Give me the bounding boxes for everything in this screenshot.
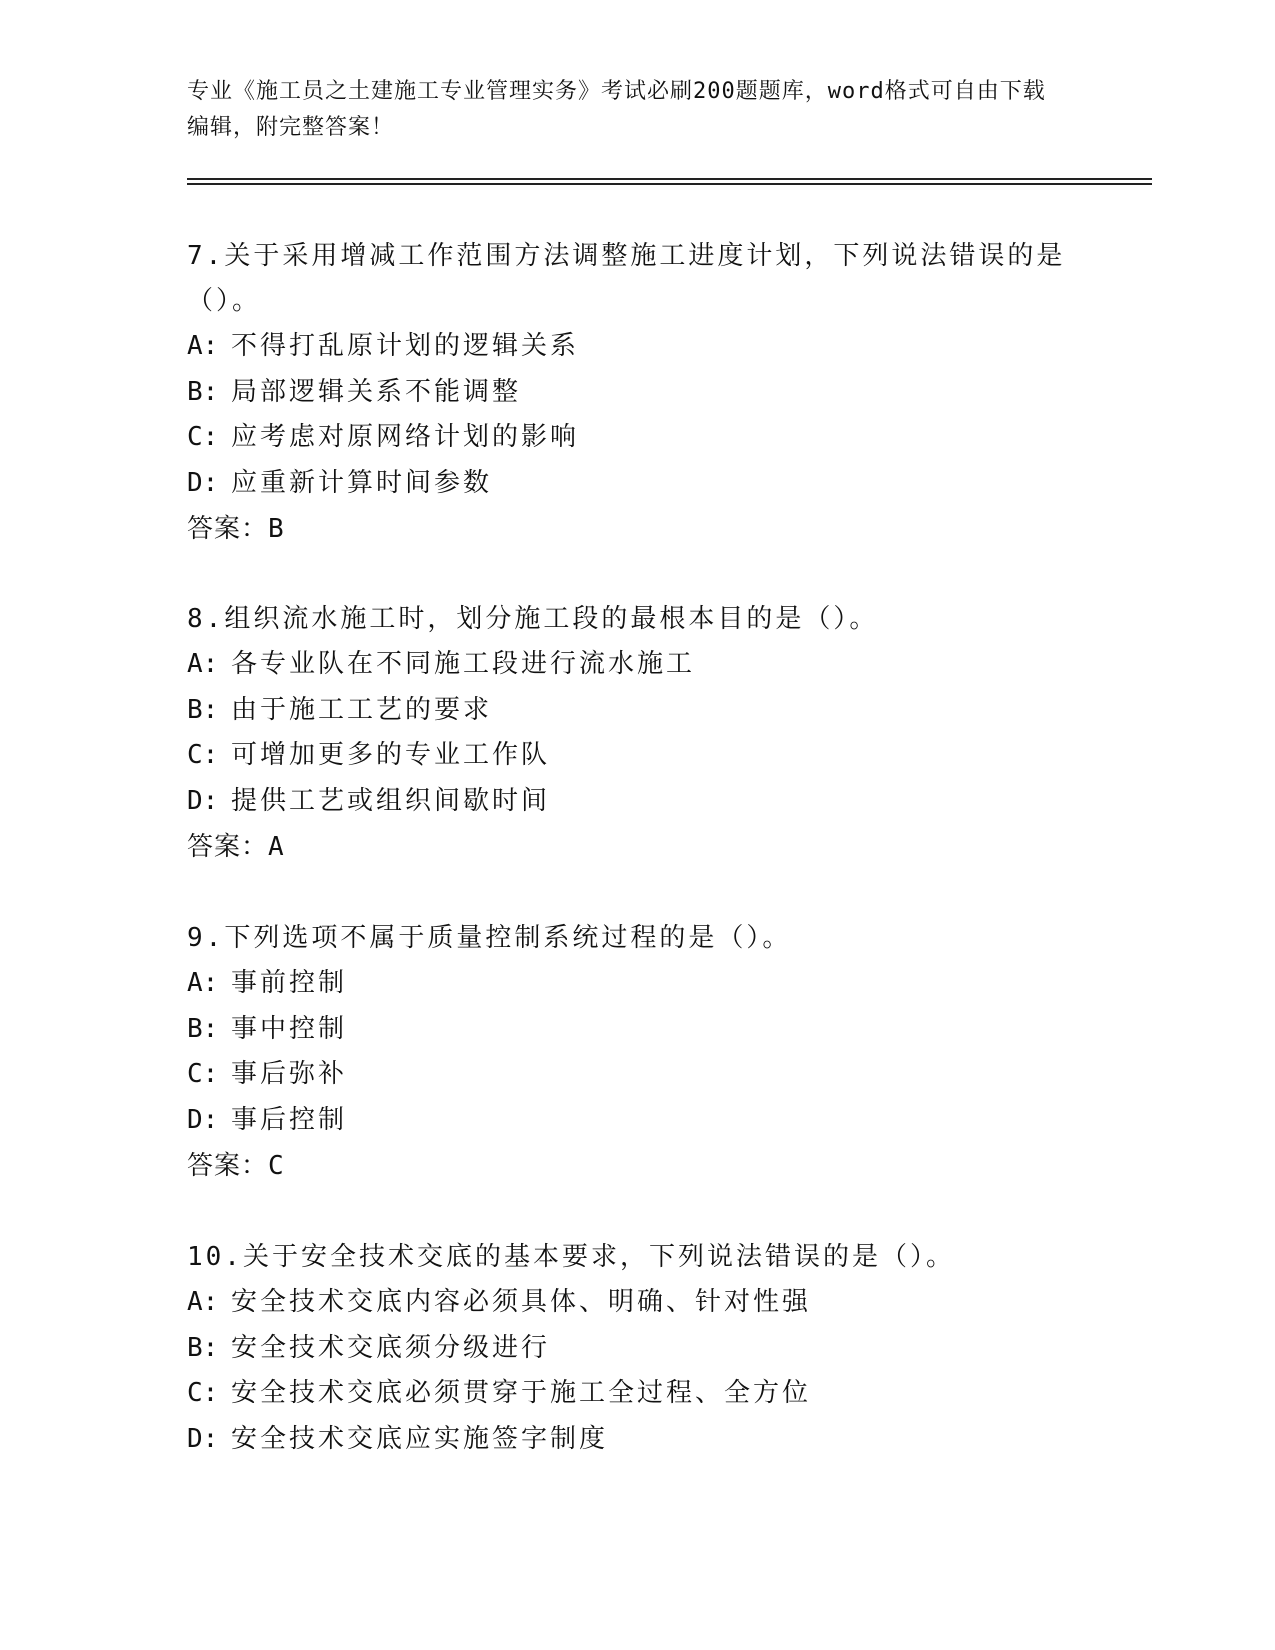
option-letter: D: xyxy=(187,1104,219,1135)
option-letter: B: xyxy=(187,376,219,407)
option-b xyxy=(187,688,1087,734)
option-c xyxy=(187,733,1087,779)
answer-line xyxy=(187,506,1087,552)
answer-value: A xyxy=(268,832,285,862)
question-8 xyxy=(187,597,1087,870)
document-header: 专业《施工员之土建施工专业管理实务》考试必刷200题题库，word格式可自由下载编辑，附完整答案！ xyxy=(187,79,1046,140)
header-rule-bottom xyxy=(187,183,1152,185)
question-number: 8. xyxy=(187,604,225,634)
option-letter: B: xyxy=(187,1013,219,1044)
option-text: 应考虑对原网络计划的影响 xyxy=(231,422,580,452)
option-b xyxy=(187,370,1087,416)
option-letter: C: xyxy=(187,740,219,770)
answer-label: 答案： xyxy=(187,514,269,544)
option-text: 事后弥补 xyxy=(231,1059,348,1089)
question-stem xyxy=(187,234,1087,324)
option-letter: B: xyxy=(187,1332,219,1363)
option-letter: A: xyxy=(187,649,219,679)
question-9 xyxy=(187,916,1087,1189)
option-letter: A: xyxy=(187,331,219,361)
answer-value: C xyxy=(268,1151,285,1181)
option-text: 安全技术交底应实施签字制度 xyxy=(231,1423,609,1454)
question-number: 9. xyxy=(187,923,225,953)
option-text: 事前控制 xyxy=(231,968,348,998)
question-stem xyxy=(187,1235,1087,1280)
answer-label: 答案： xyxy=(187,1151,269,1181)
option-d xyxy=(187,779,1087,825)
answer-line xyxy=(187,1143,1087,1189)
option-letter: D: xyxy=(187,1423,219,1454)
option-b xyxy=(187,1326,1087,1372)
question-number: 7. xyxy=(187,241,225,271)
option-letter: B: xyxy=(187,694,219,725)
option-letter: C: xyxy=(187,422,219,452)
option-text: 可增加更多的专业工作队 xyxy=(231,740,551,770)
question-7 xyxy=(187,234,1087,552)
option-letter: C: xyxy=(187,1378,219,1408)
question-stem xyxy=(187,597,1087,642)
option-text: 安全技术交底内容必须具体、明确、针对性强 xyxy=(231,1287,812,1317)
option-d xyxy=(187,1417,1087,1463)
answer-value: B xyxy=(268,514,285,544)
option-d xyxy=(187,461,1087,507)
question-10 xyxy=(187,1235,1087,1462)
option-text: 不得打乱原计划的逻辑关系 xyxy=(231,331,580,361)
option-letter: C: xyxy=(187,1059,219,1089)
option-c xyxy=(187,415,1087,461)
question-stem xyxy=(187,916,1087,961)
question-text: 关于采用增减工作范围方法调整施工进度计划，下列说法错误的是（）。 xyxy=(187,241,1066,316)
option-text: 事后控制 xyxy=(231,1104,348,1135)
question-text: 组织流水施工时，划分施工段的最根本目的是（）。 xyxy=(224,604,879,634)
option-a xyxy=(187,324,1087,370)
question-text: 下列选项不属于质量控制系统过程的是（）。 xyxy=(224,923,792,953)
option-letter: A: xyxy=(187,968,219,998)
option-b xyxy=(187,1007,1087,1053)
option-letter: D: xyxy=(187,467,219,498)
answer-label: 答案： xyxy=(187,832,269,862)
option-text: 提供工艺或组织间歇时间 xyxy=(231,785,551,816)
option-text: 由于施工工艺的要求 xyxy=(231,694,493,725)
question-text: 关于安全技术交底的基本要求，下列说法错误的是（）。 xyxy=(242,1242,955,1272)
option-letter: A: xyxy=(187,1287,219,1317)
answer-line xyxy=(187,824,1087,870)
option-text: 应重新计算时间参数 xyxy=(231,467,493,498)
option-d xyxy=(187,1098,1087,1144)
header-rule-top xyxy=(187,178,1152,180)
option-c xyxy=(187,1371,1087,1417)
option-letter: D: xyxy=(187,785,219,816)
option-text: 事中控制 xyxy=(231,1013,348,1044)
option-a xyxy=(187,642,1087,688)
option-text: 安全技术交底必须贯穿于施工全过程、全方位 xyxy=(231,1378,812,1408)
option-text: 局部逻辑关系不能调整 xyxy=(231,376,522,407)
option-a xyxy=(187,961,1087,1007)
option-text: 安全技术交底须分级进行 xyxy=(231,1332,551,1363)
option-c xyxy=(187,1052,1087,1098)
question-number: 10. xyxy=(187,1242,243,1272)
option-a xyxy=(187,1280,1087,1326)
option-text: 各专业队在不同施工段进行流水施工 xyxy=(231,649,696,679)
